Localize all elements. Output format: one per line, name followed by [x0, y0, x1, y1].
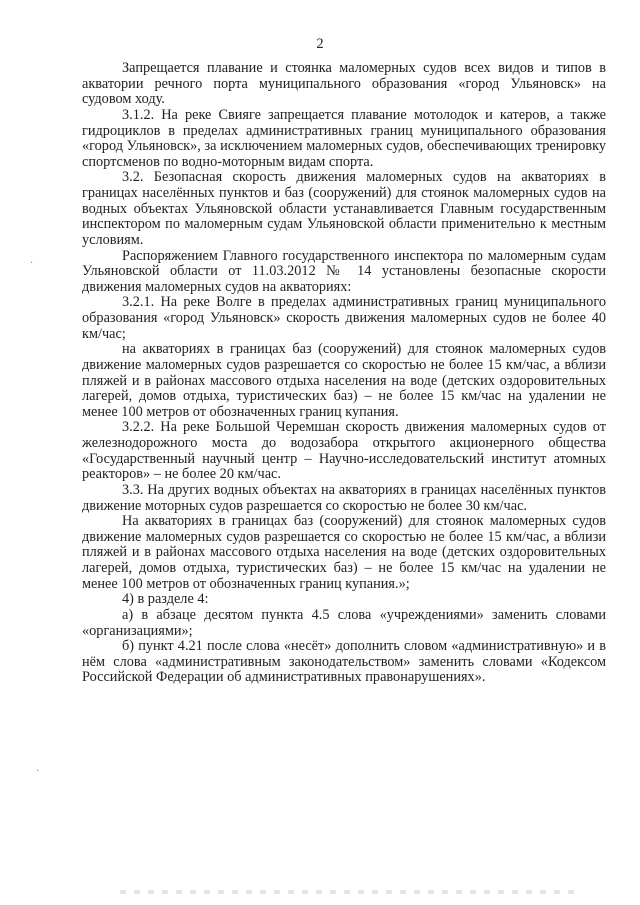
paragraph-section-4: 4) в разделе 4:	[122, 591, 209, 608]
scan-speck: ·	[36, 766, 40, 777]
scan-artifact	[120, 890, 580, 894]
document-body	[82, 61, 606, 686]
paragraph-bases-2: На акваториях в границах баз (сооружений) для стоянок маломерных судов движение маломерных судов разрешается со скоростью не более 15 км/час, а вблизи пляжей и в районах массового отдыха населения на воде (детских оздоровительных лагерей, домов отдыха, туристических баз) – не более 15 км/час на удалении не менее 100 метров от обозначенных границ купания.»;	[82, 513, 606, 592]
paragraph-order: Распоряжением Главного государственного инспектора по маломерным судам Ульяновской области от 11.03.2012 № 14 установлены безопасные скорости движения маломерных судов на акваториях:	[82, 247, 606, 295]
paragraph-3-2-1: 3.2.1. На реке Волге в пределах административных границ муниципального образования «город Ульяновск» скорость движения маломерных судов не более 40 км/час;	[82, 294, 606, 342]
paragraph-3-2: 3.2. Безопасная скорость движения маломерных судов на акваториях в границах населённых пунктов и баз (сооружений) для стоянок маломерных судов на водных объектах Ульяновской области устанавливается Главным государственным инспектором по маломерным судам Ульяновской области применительно к местным условиям.	[82, 169, 606, 248]
paragraph-3-1-2: 3.1.2. На реке Свияге запрещается плавание мотолодок и катеров, а также гидроциклов в пределах административных границ муниципального образования «город Ульяновск», за исключением маломерных судов, обеспечивающих тренировку спортсменов по водно-моторным видам спорта.	[82, 106, 606, 170]
paragraph-1: Запрещается плавание и стоянка маломерных судов всех видов и типов в акватории речного порта муниципального образования «город Ульяновск» на судовом ходу.	[82, 60, 606, 108]
paragraph-item-b: б) пункт 4.21 после слова «несёт» дополнить словом «административную» и в нём слова «административным законодательством» заменить словами «Кодексом Российской Федерации об административных правонарушениях».	[82, 638, 606, 686]
page-number: 2	[316, 36, 324, 52]
paragraph-item-a: а) в абзаце десятом пункта 4.5 слова «учреждениями» заменить словами «организациями»;	[82, 606, 606, 639]
paragraph-3-3: 3.3. На других водных объектах на акваториях в границах населённых пунктов движение моторных судов разрешается со скоростью не более 30 км/час.	[82, 481, 606, 514]
scan-speck: ·	[30, 258, 34, 269]
paragraph-bases-1: на акваториях в границах баз (сооружений) для стоянок маломерных судов движение маломерных судов разрешается со скоростью не более 15 км/час, а вблизи пляжей и в районах массового отдыха населения на воде (детских оздоровительных лагерей, домов отдыха, туристических баз) – не более 15 км/час на удалении не менее 100 метров от обозначенных границ купания.	[82, 341, 606, 420]
paragraph-3-2-2: 3.2.2. На реке Большой Черемшан скорость движения маломерных судов от железнодорожного моста до водозабора открытого акционерного общества «Государственный научный центр – Научно-исследовательский институт атомных реакторов» – не более 20 км/час.	[82, 419, 606, 483]
